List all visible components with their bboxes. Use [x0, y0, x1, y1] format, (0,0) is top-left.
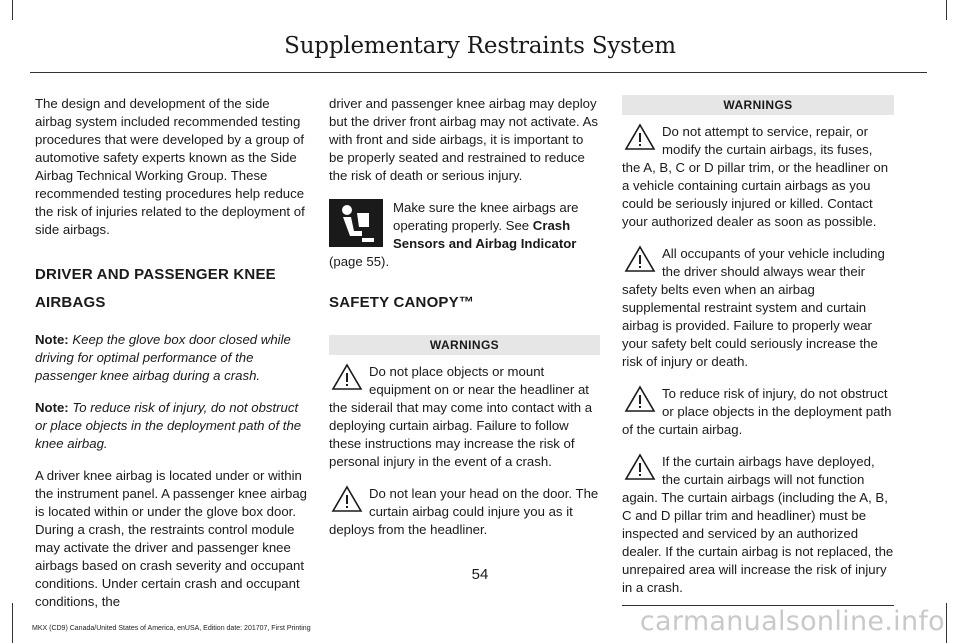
warnings-header: WARNINGS — [622, 95, 894, 115]
page-number: 54 — [471, 566, 489, 583]
watermark: carmanualsonline.info — [639, 606, 945, 637]
column-2 — [329, 95, 600, 553]
edition-footer: MKX (CD9) Canada/United States of America, enUSA, Edition date: 201707, First Printing — [32, 625, 311, 632]
warning-triangle-icon — [331, 363, 363, 391]
warning-text: Do not place objects or mount equipment on or near the headliner at the siderail that may come into contact with a deploying curtain airbag. Failure to follow these instructions may increase the risk of personal injury in the event of a crash. — [329, 364, 593, 469]
note-label: Note: — [35, 400, 69, 415]
warning-headliner — [329, 363, 600, 471]
warning-triangle-icon — [624, 385, 656, 413]
warning-text: All occupants of your vehicle including the driver should always wear their safety belts even when an airbag supplemental restraint system and curtain airbag is provided. Failure to properly wear your safety belt could seriously increase the risk of injury or death. — [622, 246, 885, 369]
warning-safety-belts — [622, 245, 894, 371]
airbag-indicator-icon — [329, 199, 383, 247]
crop-mark — [946, 0, 947, 20]
warning-service — [622, 123, 894, 231]
note-text: To reduce risk of injury, do not obstruct or place objects in the deployment path of the knee airbag. — [35, 400, 302, 451]
warning-text: Do not lean your head on the door. The curtain airbag could injure you as it deploys from the headliner. — [329, 486, 599, 537]
safety-canopy-heading: SAFETY CANOPY™ — [329, 294, 475, 311]
warning-deployment-path — [622, 385, 894, 439]
warning-triangle-icon — [624, 123, 656, 151]
side-airbag-paragraph: The design and development of the side airbag system included recommended testing procedures that were developed by a group of automotive safety experts known as the Side Airbag Technical Working Group. These recommended testing procedures help reduce the risk of injuries related to the deployment of side airbags. — [35, 96, 305, 237]
warning-lean-head — [329, 485, 600, 539]
column-1 — [35, 95, 307, 625]
knee-airbags-heading: DRIVER AND PASSENGER KNEE AIRBAGS — [35, 266, 276, 311]
note-obstruct — [35, 399, 307, 453]
note-glove-box — [35, 331, 307, 385]
crop-mark — [12, 0, 13, 20]
warning-text: Do not attempt to service, repair, or modify the curtain airbags, its fuses, the A, B, C or D pillar trim, or the headliner on a vehicle containing curtain airbags as you could be seriously injured or killed. Contact your authorized dealer as soon as possible. — [622, 124, 889, 229]
note-text: Keep the glove box door closed while driving for optimal performance of the passenger knee airbag during a crash. — [35, 332, 291, 383]
airbag-indicator-block — [329, 199, 600, 271]
warnings-header: WARNINGS — [329, 335, 600, 355]
knee-airbag-paragraph: A driver knee airbag is located under or within the instrument panel. A passenger knee airbag is located within or under the glove box door. During a crash, the restraints control module may activate the driver and passenger knee airbags based on crash severity and occupant conditions. Under certain crash and occupant conditions, the — [35, 468, 307, 609]
airbag-check-text: Make sure the knee airbags are operating properly. See — [393, 200, 579, 233]
note-label: Note: — [35, 332, 69, 347]
crop-mark — [12, 603, 13, 643]
page-title: Supplementary Restraints System — [284, 33, 676, 59]
crop-mark — [946, 603, 947, 643]
warning-text: To reduce risk of injury, do not obstruct or place objects in the deployment path of the curtain airbag. — [622, 386, 892, 437]
crash-sensors-link[interactable]: Crash Sensors and Airbag Indicator — [393, 218, 577, 251]
warning-triangle-icon — [624, 453, 656, 481]
warning-triangle-icon — [331, 485, 363, 513]
header-divider — [30, 72, 927, 73]
warning-triangle-icon — [624, 245, 656, 273]
knee-airbag-continued-paragraph: driver and passenger knee airbag may deploy but the driver front airbag may not activate. As with front and side airbags, it is important to be properly seated and restrained to reduce the risk of death or serious injury. — [329, 96, 599, 183]
warning-text: If the curtain airbags have deployed, the curtain airbags will not function again. The curtain airbags (including the A, B, C and D pillar trim and headliner) must be inspected and serviced by an authorized dealer. If the curtain airbag is not replaced, the unrepaired area will increase the risk of injury in a crash. — [622, 454, 894, 595]
column-3 — [622, 95, 894, 606]
page-reference: (page 55). — [329, 254, 390, 269]
